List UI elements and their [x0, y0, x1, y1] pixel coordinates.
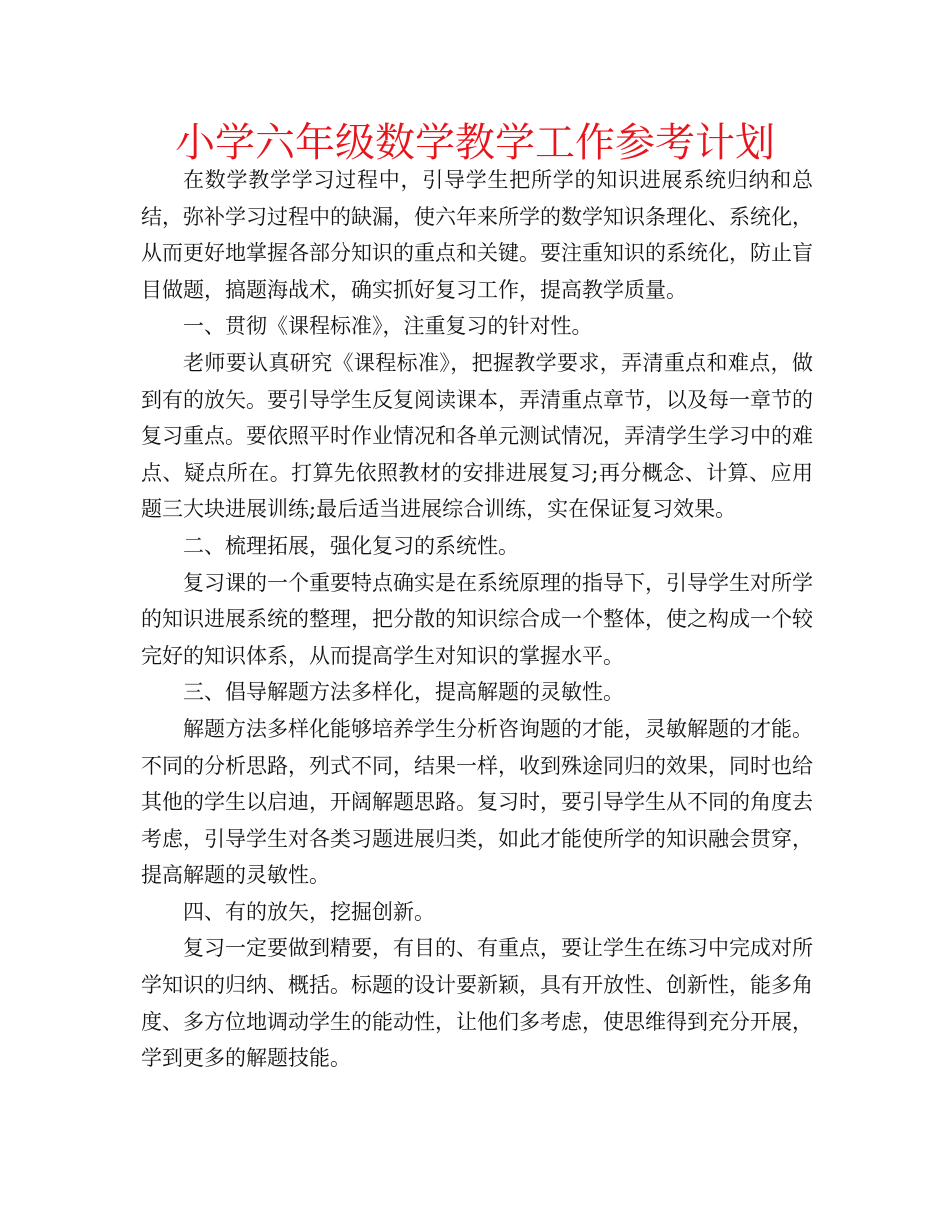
section-heading-4: 四、有的放矢，挖掘创新。 [183, 899, 435, 924]
document-body [141, 162, 813, 1077]
paragraph-section-4: 复习一定要做到精要，有目的、有重点，要让学生在练习中完成对所学知识的归纳、概括。标题的设计要新颖，具有开放性、创新性，能多角度、多方位地调动学生的能动性，让他们多考虑，使思维得到充分开展，学到更多的解题技能。 [141, 936, 813, 1071]
paragraph-section-1: 老师要认真研究《课程标准》，把握教学要求，弄清重点和难点，做到有的放矢。要引导学生反复阅读课本，弄清重点章节，以及每一章节的复习重点。要依照平时作业情况和各单元测试情况，弄清学生学习中的难点、疑点所在。打算先依照教材的安排进展复习;再分概念、计算、应用题三大块进展训练;最后适当进展综合训练，实在保证复习效果。 [141, 350, 813, 522]
section-heading-2: 二、梳理拓展，强化复习的系统性。 [183, 533, 519, 558]
section-heading-1: 一、贯彻《课程标准》，注重复习的针对性。 [183, 314, 593, 339]
paragraph-section-2: 复习课的一个重要特点确实是在系统原理的指导下，引导学生对所学的知识进展系统的整理，把分散的知识综合成一个整体，使之构成一个较完好的知识体系，从而提高学生对知识的掌握水平。 [141, 570, 813, 668]
paragraph-intro: 在数学教学学习过程中，引导学生把所学的知识进展系统归纳和总结，弥补学习过程中的缺漏，使六年来所学的数学知识条理化、系统化，从而更好地掌握各部分知识的重点和关键。要注重知识的系统化，防止盲目做题，搞题海战术，确实抓好复习工作，提高教学质量。 [141, 168, 813, 302]
paragraph-section-3: 解题方法多样化能够培养学生分析咨询题的才能，灵敏解题的才能。不同的分析思路，列式不同，结果一样，收到殊途同归的效果，同时也给其他的学生以启迪，开阔解题思路。复习时，要引导学生从不同的角度去考虑，引导学生对各类习题进展归类，如此才能使所学的知识融会贯穿，提高解题的灵敏性。 [141, 716, 813, 888]
section-heading-3: 三、倡导解题方法多样化，提高解题的灵敏性。 [183, 680, 624, 705]
page-title: 小学六年级数学教学工作参考计划 [175, 120, 775, 166]
